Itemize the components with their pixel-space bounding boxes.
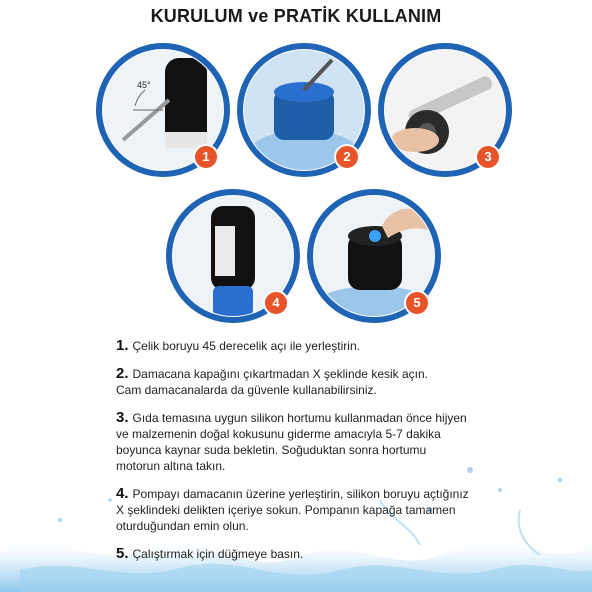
step-5-illustration [304, 186, 444, 326]
step-line: X şeklindeki delikten içeriye sokun. Pompanın kapağa tamamen [116, 503, 456, 517]
step-5-text [116, 546, 516, 562]
step-line: Gıda temasına uygun silikon hortumu kullanmadan önce hijyen [132, 411, 467, 425]
angle-label: 45° [137, 80, 151, 90]
step-3-text [116, 410, 516, 474]
step-line: oturduğundan emin olun. [116, 519, 249, 533]
step-number: 3. [116, 409, 129, 426]
step-line: Cam damacanalarda da güvenle kullanabilirsiniz. [116, 383, 377, 397]
page-title: KURULUM ve PRATİK KULLANIM [150, 6, 442, 26]
step-line: motorun altına takın. [116, 459, 226, 473]
step-badge-3: 3 [475, 144, 501, 170]
step-number: 4. [116, 485, 129, 502]
step-3-illustration [375, 40, 515, 180]
step-line: boyunca kaynar suda bekletin. Soğuduktan sonra hortumu [116, 443, 427, 457]
step-line: Damacana kapağını çıkartmadan X şeklinde kesik açın. [132, 367, 429, 381]
step-badge-2: 2 [334, 144, 360, 170]
step-2-text [116, 366, 516, 398]
step-number: 1. [116, 337, 129, 354]
step-badge-5: 5 [404, 290, 430, 316]
step-badge-4: 4 [263, 290, 289, 316]
step-4-illustration [163, 186, 303, 326]
step-line: Pompayı damacanın üzerine yerleştirin, silikon boruyu açtığınız [132, 487, 469, 501]
step-line: Çalıştırmak için düğmeye basın. [132, 547, 304, 561]
step-number: 2. [116, 365, 129, 382]
step-1-illustration [93, 40, 233, 180]
instruction-list [116, 338, 516, 574]
step-badge-1: 1 [193, 144, 219, 170]
step-line: ve malzemenin doğal kokusunu giderme amacıyla 5-7 dakika [116, 427, 441, 441]
step-number: 5. [116, 545, 129, 562]
step-4-text [116, 486, 516, 534]
step-2-illustration [234, 40, 374, 180]
step-1-text [116, 338, 516, 354]
step-line: Çelik boruyu 45 derecelik açı ile yerleştirin. [132, 339, 360, 353]
